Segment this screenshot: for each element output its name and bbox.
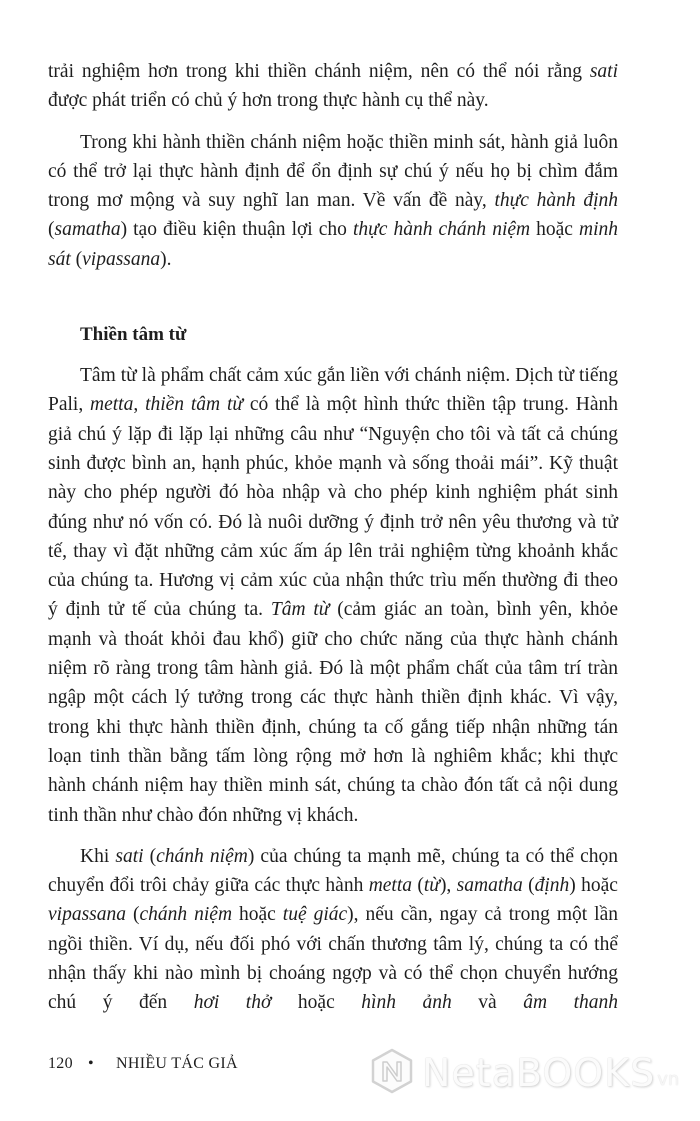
text-run: (cảm giác an toàn, bình yên, khỏe mạnh và thoát khỏi đau khổ) giữ cho chức năng của thực hành chánh niệm rõ ràng trong tâm hành giả. Đó là một phẩm chất của tâm trí tràn ngập một cách lý tưởng trong các thực hành thiền định khác. Vì vậy, trong khi thực hành thiền định, chúng ta cố gắng tiếp nhận những tán loạn tinh thần bằng tấm lòng rộng mở hơn là nghiêm khắc; khi thực hành chánh niệm hay thiền minh sát, chúng ta chào đón tất cả nội dung tinh thần như chào đón những vị khách. <box>48 599 618 826</box>
italic-term: tuệ giác <box>282 904 348 926</box>
italic-term: metta <box>90 394 134 416</box>
italic-term: thực hành chánh niệm <box>352 219 531 241</box>
page-body <box>48 57 618 1018</box>
text-run: trải nghiệm hơn trong khi thiền chánh niệm, nên có thể nói rằng <box>48 61 590 82</box>
text-run: Trong khi hành thiền chánh niệm hoặc thiền minh sát, hành giả luôn có thể trở lại thực hành định để ổn định sự chú ý nếu họ bị chìm đắm trong mơ mộng và suy nghĩ lan man. Về vấn đề này, <box>48 131 618 212</box>
text-run: Tâm từ là phẩm chất cảm xúc gắn liền với chánh niệm. Dịch từ tiếng Pali, <box>48 365 618 416</box>
text-run: ) tạo điều kiện thuận lợi cho <box>120 219 353 241</box>
italic-term: âm thanh <box>523 992 619 1014</box>
hexagon-n-logo-icon <box>370 1048 414 1099</box>
italic-term: thiền tâm từ <box>145 394 243 416</box>
italic-term: minh sát <box>48 219 618 270</box>
watermark-brand: NetaBOOKS <box>422 1051 656 1095</box>
text-run: hoặc <box>271 992 362 1014</box>
italic-term: sati <box>115 845 144 867</box>
italic-term: định <box>534 875 570 897</box>
running-title: NHIỀU TÁC GIẢ <box>116 1055 238 1072</box>
page-footer <box>48 1055 238 1073</box>
text-run: ( <box>48 219 55 241</box>
text-run: được phát triển có chủ ý hơn trong thực hành cụ thể này. <box>48 90 489 112</box>
paragraph-continued <box>48 57 618 116</box>
italic-term: sati <box>589 61 618 82</box>
italic-term: từ <box>423 875 440 897</box>
text-run: hoặc <box>530 219 579 241</box>
italic-term: Tâm từ <box>270 599 330 621</box>
text-run: ). <box>160 248 172 270</box>
italic-term: thực hành định <box>494 190 618 212</box>
section-heading: Thiền tâm từ <box>80 324 187 346</box>
italic-term: metta <box>368 875 413 897</box>
text-run: ) hoặc <box>569 875 618 897</box>
text-run: , <box>133 394 146 416</box>
text-run: có thể là một hình thức thiền tập trung. Hành giả chú ý lặp đi lặp lại những câu như “Nguyện cho tôi và tất cả chúng sinh được bình an, hạnh phúc, khỏe mạnh và sống thoải mái”. Kỹ thuật này cho phép người đó hòa nhập và cho phép kinh nghiệm phát sinh đúng như nó vốn có. Đó là nuôi dưỡng ý định trở nên yêu thương và tử tế, thay vì đặt những cảm xúc ấm áp lên trải nghiệm từng khoảnh khắc của chúng ta. Hương vị cảm xúc của nhận thức trìu mến thường đi theo ý định tử tế của chúng ta. <box>48 394 618 621</box>
text-run: ), nếu cần, ngay cả trong một lần ngồi thiền. Ví dụ, nếu đối phó với chấn thương tâm lý, chúng ta có thể nhận thấy khi nào mình bị choáng ngợp và có thể chọn chuyển hướng chú ý đến <box>48 904 619 1014</box>
text-run: Khi <box>80 845 116 867</box>
page-number: 120 <box>48 1055 73 1072</box>
text-run: ) của chúng ta mạnh mẽ, chúng ta có thể chọn chuyển đổi trôi chảy giữa các thực hành <box>48 845 619 897</box>
text-run: ( <box>70 248 83 270</box>
italic-term: chánh niệm <box>139 904 233 926</box>
text-run: ( <box>522 875 535 897</box>
paragraph-samatha <box>48 128 618 274</box>
italic-term: samatha <box>456 875 523 897</box>
paragraph-sati <box>48 842 618 1018</box>
text-run: ( <box>143 845 157 867</box>
text-run: ( <box>126 904 140 926</box>
watermark <box>370 1050 679 1096</box>
paragraph-metta <box>48 361 618 830</box>
text-run: ( <box>412 875 424 897</box>
text-run: ), <box>439 875 457 897</box>
watermark-suffix: vn <box>657 1068 680 1090</box>
italic-term: vipassana <box>48 904 126 926</box>
italic-term: hình ảnh <box>361 992 452 1014</box>
footer-separator: • <box>88 1055 94 1072</box>
italic-term: hơi thở <box>193 992 272 1014</box>
text-run: và <box>451 992 524 1014</box>
italic-term: samatha <box>54 219 121 241</box>
italic-term: vipassana <box>82 248 161 270</box>
italic-term: chánh niệm <box>156 845 248 867</box>
text-run: hoặc <box>232 904 283 926</box>
